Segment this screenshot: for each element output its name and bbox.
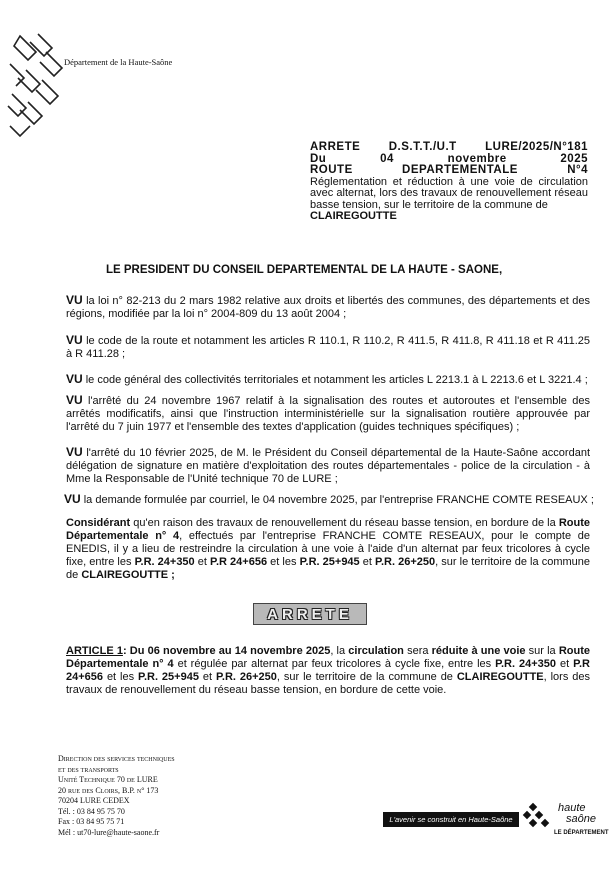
vu-item: VU le code de la route et notamment les articles R 110.1, R 110.2, R 411.5, R 411.8, R 411.18 et R 411.25 à R 411.28 ;	[66, 333, 590, 360]
slogan-banner: L'avenir se construit en Haute-Saône	[383, 812, 519, 827]
department-cross-logo-icon	[6, 30, 68, 140]
arrete-banner	[253, 603, 367, 625]
department-name: Département de la Haute-Saône	[64, 57, 173, 67]
arrete-description: Réglementation et réduction à une voie de circulation avec alternat, lors des travaux de renouvellement réseau basse tension, sur le territoire de la commune de	[310, 175, 588, 211]
logo-text-mid: saône	[566, 813, 596, 825]
vu-item: VU l'arrêté du 24 novembre 1967 relatif à la signalisation des routes et autoroutes et l'ensemble des arrêtés modificatifs, ainsi que l'instruction interministérielle sur la signalisation routière approuvée par l'arrêté du 7 juin 1977 et l'ensemble des textes d'application (guides techniques spécifiques) ;	[66, 393, 590, 433]
logo-text-bottom: LE DÉPARTEMENT	[554, 830, 609, 836]
arrete-banner-text: ARRETE	[267, 605, 353, 623]
footer-line: et des transports	[58, 764, 119, 774]
footer-line: Fax : 03 84 95 75 71	[58, 817, 125, 826]
footer-line: Unité Technique 70 de LURE	[58, 775, 158, 784]
arrete-commune: CLAIREGOUTTE	[310, 210, 397, 222]
vu-item: VU le code général des collectivités territoriales et notamment les articles L 2213.1 à L 2213.6 et L 3221.4 ;	[66, 372, 588, 386]
footer-address	[58, 754, 175, 838]
article-1-paragraph: ARTICLE 1: Du 06 novembre au 14 novembre 2025, la circulation sera réduite à une voie sur la Route Départementale n° 4 et régulée par alternat par feux tricolores à cycle fixe, entre les P.R. 24+350 et P.R 24+656 et les P.R. 25+945 et P.R. 26+250, sur le territoire de la commune de CLAIREGOUTTE, lors des travaux de renouvellement du réseau basse tension, en bordure de cette voie.	[66, 645, 591, 696]
considerant-paragraph: Considérant qu'en raison des travaux de renouvellement du réseau basse tension, en bordure de la Route Départementale n° 4, effectués par l'entreprise FRANCHE COMTE RESEAUX, pour le compte de ENEDIS, il y a lieu de restreindre la circulation à une voie à l'aide d'un alternat par feux tricolores à cycle fixe, entre les P.R. 24+350 et P.R 24+656 et les P.R. 25+945 et P.R. 26+250, sur le territoire de la commune de CLAIREGOUTTE ;	[66, 517, 590, 581]
title-block	[310, 142, 588, 223]
vu-item: VU la demande formulée par courriel, le 04 novembre 2025, par l'entreprise FRANCHE COMTE RESEAUX ;	[64, 492, 594, 506]
arrete-reference: ARRETE D.S.T.T./U.T LURE/2025/N°181	[310, 141, 588, 153]
vu-item: VU l'arrêté du 10 février 2025, de M. le Président du Conseil départemental de la Haute-Saône accordant délégation de signature en matière d'exploitation des routes départementales - police de la circulation - à Mme la Responsable de l'Unité technique 70 de LURE ;	[66, 445, 591, 485]
footer-email: Mél : ut70-lure@haute-saone.fr	[58, 827, 160, 837]
footer-line: Direction des services techniques	[58, 754, 175, 763]
footer-line: 20 rue des Cloirs, B.P. n° 173	[58, 785, 159, 795]
president-heading: LE PRESIDENT DU CONSEIL DEPARTEMENTAL DE LA HAUTE - SAONE,	[106, 264, 503, 276]
logo-text-top: haute	[558, 802, 586, 814]
arrete-date: Du 04 novembre 2025	[310, 152, 588, 165]
footer-line: 70204 LURE CEDEX	[58, 796, 130, 805]
footer-line: Tél. : 03 84 95 75 70	[58, 806, 125, 816]
haute-saone-logo-icon	[522, 798, 612, 840]
route-line: ROUTE DEPARTEMENTALE N°4	[310, 164, 588, 176]
vu-item: VU la loi n° 82-213 du 2 mars 1982 relative aux droits et libertés des communes, des départements et des régions, modifiée par la loi n° 2004-809 du 13 août 2004 ;	[66, 293, 590, 320]
